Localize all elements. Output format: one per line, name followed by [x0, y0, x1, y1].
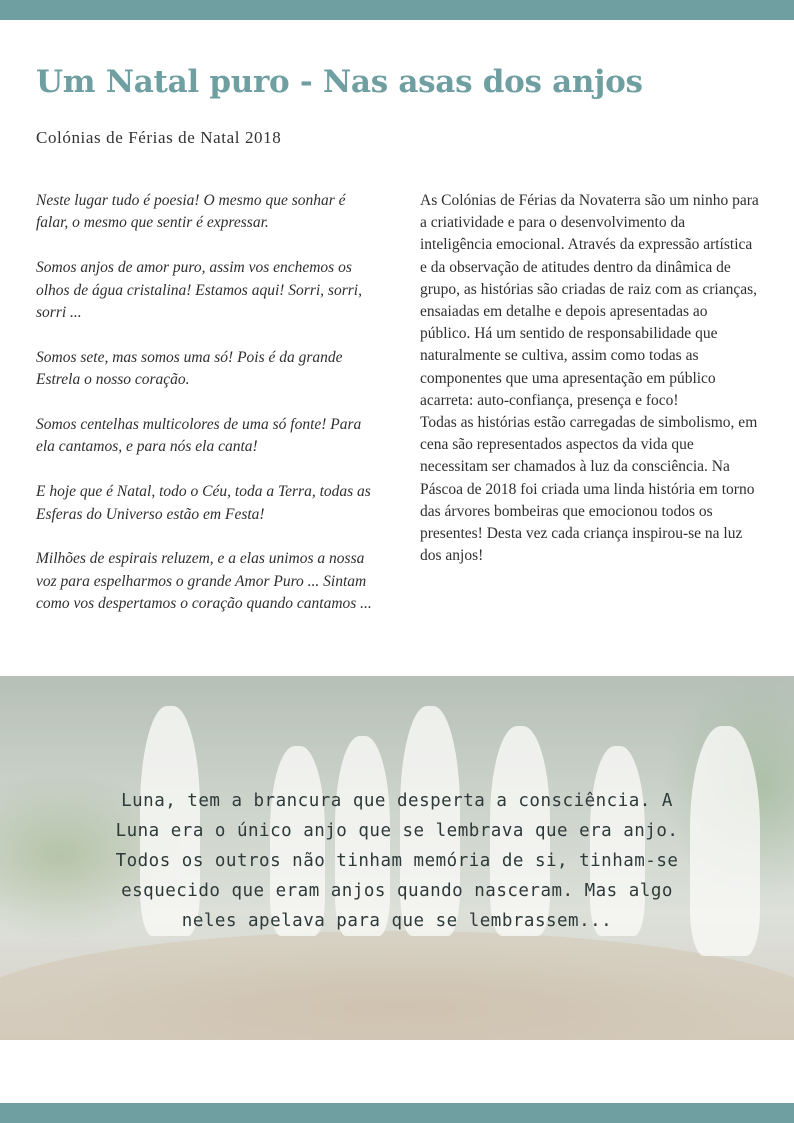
banner-quote: Luna, tem a brancura que desperta a consciência. A Luna era o único anjo que se lembrava que era anjo. Todos os outros não tinham memória de si, tinham-se esquecido que eram anjos quando nasceram. Mas algo neles apelava para que se lembrassem... [115, 791, 679, 931]
article-paragraph: Todas as histórias estão carregadas de simbolismo, em cena são representados aspectos da vida que necessitam ser chamados à luz da consciência. Na Páscoa de 2018 foi criada uma linda história em torno das árvores bombeiras que emocionou todos os presentes! Desta vez cada criança inspirou-se na luz dos anjos! [420, 414, 758, 565]
poem-stanza: Milhões de espirais reluzem, e a elas unimos a nossa voz para espelharmos o grande Amor Puro ... Sintam como vos despertamos o coração quando cantamos ... [36, 550, 372, 613]
poem-stanza: Somos centelhas multicolores de uma só fonte! Para ela cantamos, e para nós ela canta! [36, 416, 362, 456]
performance-photo-banner [0, 676, 794, 1040]
poem-stanza: Somos anjos de amor puro, assim vos enchemos os olhos de água cristalina! Estamos aqui! Sorri, sorri, sorri ... [36, 259, 362, 322]
article-paragraph: As Colónias de Férias da Novaterra são um ninho para a criatividade e para o desenvolvimento da inteligência emocional. Através da expressão artística e da observação de atitudes dentro da dinâmica de grupo, as histórias são criadas de raiz com as crianças, ensaiadas em detalhe e depois apresentadas ao público. Há um sentido de responsabilidade que naturalmente se cultiva, assim como todas as componentes que uma apresentação em público acarreta: auto-confiança, presença e foco! [420, 192, 759, 409]
article-column [420, 190, 760, 567]
poem-stanza: Neste lugar tudo é poesia! O mesmo que sonhar é falar, o mesmo que sentir é expressar. [36, 192, 346, 232]
page-subtitle: Colónias de Férias de Natal 2018 [36, 128, 282, 147]
top-accent-bar [0, 0, 794, 20]
bottom-accent-bar [0, 1103, 794, 1123]
poem-stanza: E hoje que é Natal, todo o Céu, toda a Terra, todas as Esferas do Universo estão em Festa! [36, 483, 371, 523]
page-title: Um Natal puro - Nas asas dos anjos [36, 64, 643, 100]
poem-stanza: Somos sete, mas somos uma só! Pois é da grande Estrela o nosso coração. [36, 348, 343, 389]
poem-column [36, 190, 376, 638]
